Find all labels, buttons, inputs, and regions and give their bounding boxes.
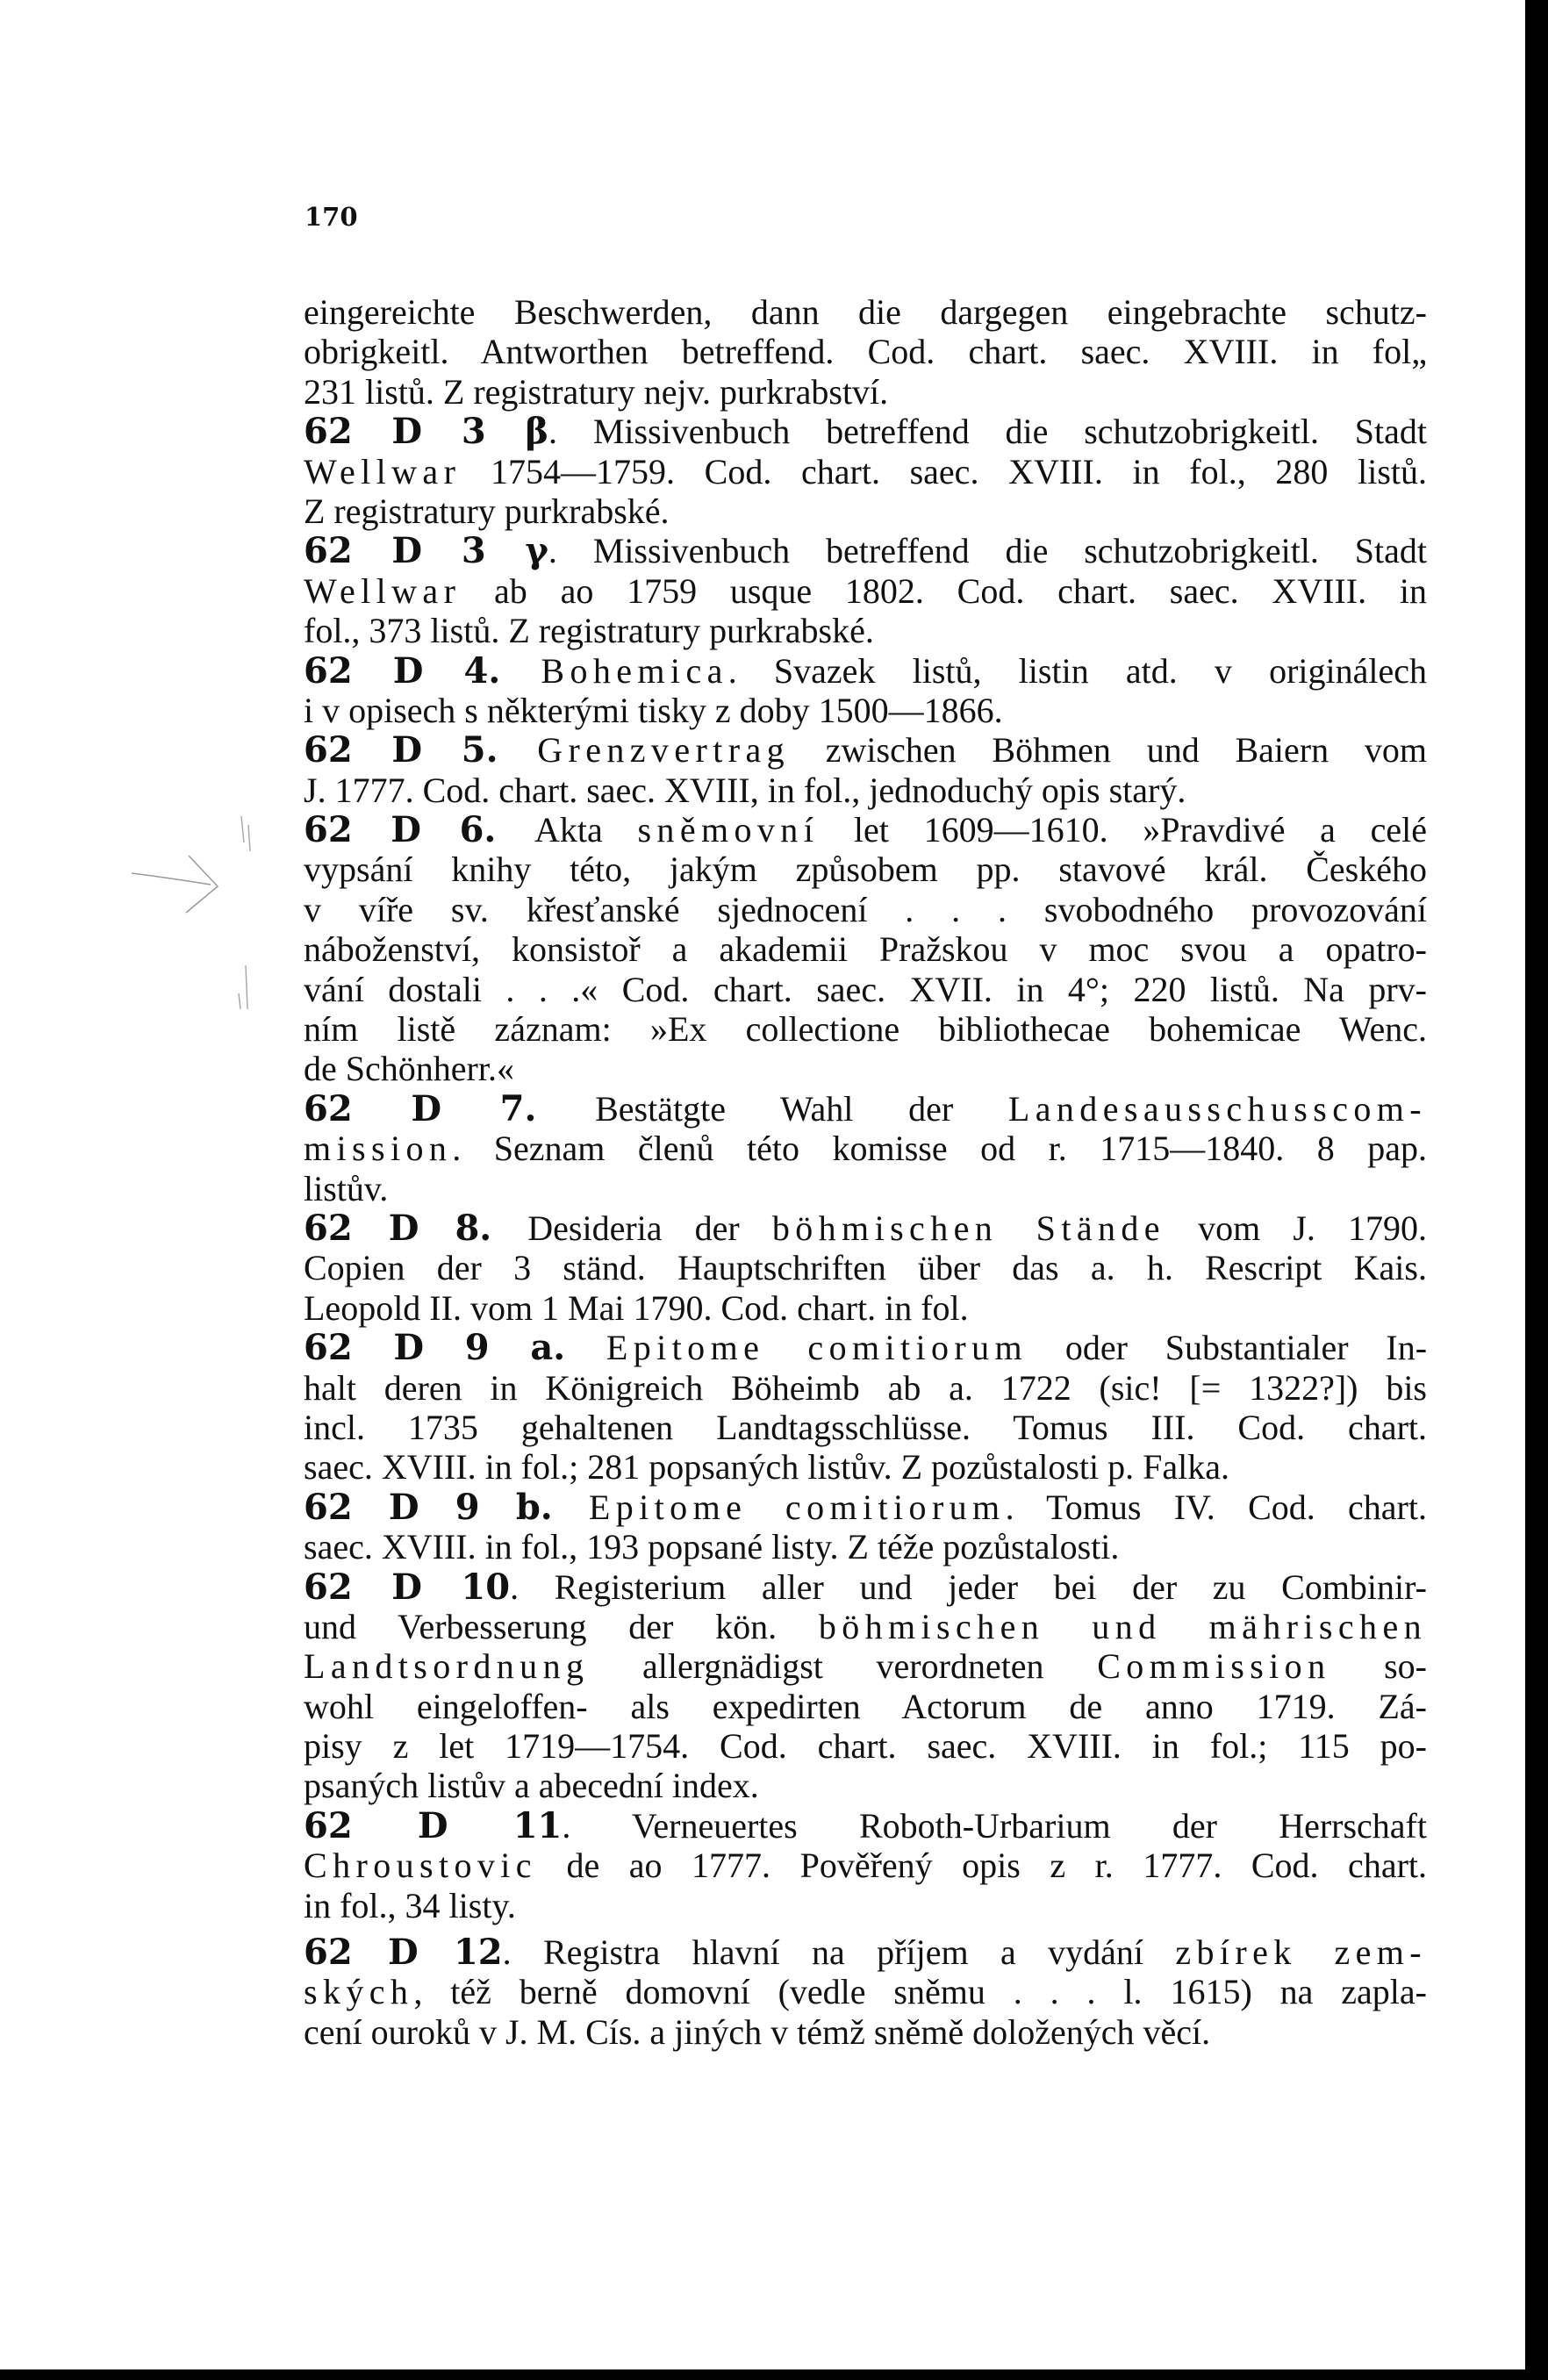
text-run: ním listě záznam: »Ex collectione bibliothecae bohemicae Wenc. [304, 1009, 1427, 1050]
text-line [304, 1447, 1427, 1487]
text-run: zwischen Böhmen und Baiern vom [790, 730, 1427, 771]
shelfmark: 62 D 5. [304, 729, 538, 771]
spaced-text: Grenzvertrag [537, 730, 790, 771]
spaced-text: Bohemica [541, 650, 728, 691]
text-line [304, 1646, 1427, 1686]
text-run: saec. XVIII. in fol.; 281 popsaných listův. Z pozůstalosti p. Falka. [304, 1447, 1229, 1488]
shelfmark: 62 D 11 [304, 1804, 563, 1846]
text-line [304, 531, 1427, 570]
spaced-text: Wellwar [304, 451, 462, 491]
text-run: Copien der 3 ständ. Hauptschriften über das a. h. Rescript Kais. [304, 1248, 1427, 1288]
text-run: saec. XVIII. in fol., 193 popsané listy. Z téže pozůstalosti. [304, 1527, 1120, 1567]
text-run: de ao 1777. Pověřený opis z r. 1777. Cod. chart. [536, 1846, 1427, 1886]
text-line [304, 1726, 1427, 1766]
text-run: . Missivenbuch betreffend die schutzobrigkeitl. Stadt [548, 412, 1428, 452]
shelfmark: 62 D 9 b. [304, 1486, 589, 1528]
spaced-text: Epitome comitiorum [588, 1487, 1006, 1527]
text-run: incl. 1735 gehaltenen Landtagsschlüsse. Tomus III. Cod. chart. [304, 1407, 1427, 1447]
spaced-text: mission [304, 1129, 453, 1169]
spaced-text: sněmovní [637, 810, 820, 850]
spaced-text: Landtsordnung [304, 1646, 590, 1687]
text-run: vání dostali . . .« Cod. chart. saec. XVII. in 4°; 220 listů. Na prv- [304, 969, 1427, 1009]
shelfmark: 62 D 12 [304, 1932, 503, 1974]
text-line [304, 1089, 1427, 1129]
shelfmark: 62 D 6. [304, 809, 534, 851]
text-line [304, 929, 1427, 969]
text-run: Desideria der [527, 1208, 772, 1248]
text-run: 231 listů. Z registratury nejv. purkrabství. [304, 371, 889, 412]
text-run: . Seznam členů této komisse od r. 1715—1840. 8 pap. [452, 1129, 1427, 1169]
body-text [304, 292, 1427, 2052]
text-line [304, 1766, 1427, 1805]
text-line [304, 1567, 1427, 1607]
spaced-text: böhmischen und mährischen [818, 1606, 1427, 1646]
text-run: ab ao 1759 usque 1802. Cod. chart. saec. XVIII. in [461, 570, 1427, 611]
text-run: i v opisech s některými tisky z doby 1500—1866. [304, 690, 1003, 730]
text-run: v víře sv. křesťanské sjednocení . . . svobodného provozování [304, 889, 1427, 929]
text-line [304, 1607, 1427, 1646]
text-line [304, 810, 1427, 849]
text-run: de Schönherr.« [304, 1049, 514, 1089]
text-line [304, 1408, 1427, 1447]
text-run: und Verbesserung der kön. [304, 1606, 819, 1646]
text-run: oder Substantialer In- [1028, 1328, 1428, 1368]
text-run: in fol., 34 listy. [304, 1885, 516, 1925]
page-number: 170 [305, 202, 358, 232]
text-run: . Svazek listů, listin atd. v originálech [727, 650, 1427, 691]
text-run: . Missivenbuch betreffend die schutzobrigkeitl. Stadt [548, 531, 1427, 571]
shelfmark: 62 D 3 β [304, 411, 549, 453]
text-run: wohl eingeloffen- als expedirten Actorum de anno 1719. Zá- [304, 1686, 1427, 1726]
spaced-text: Wellwar [304, 570, 462, 611]
text-line [304, 691, 1427, 730]
shelfmark: 62 D 10 [304, 1566, 511, 1608]
text-line [304, 412, 1427, 451]
text-run: . Registra hlavní na příjem a vydání [502, 1932, 1176, 1973]
text-line [304, 1328, 1427, 1367]
text-line [304, 1288, 1427, 1328]
text-line [304, 1932, 1427, 1972]
text-run: , též berně domovní (vedle sněmu . . . l. 1615) na zapla- [413, 1972, 1427, 2012]
text-line [304, 730, 1427, 770]
text-run: Bestätgte Wahl der [595, 1088, 1008, 1129]
text-run: . Tomus IV. Cod. chart. [1005, 1487, 1427, 1527]
text-run: let 1609—1610. »Pravdivé a celé [819, 810, 1428, 850]
text-line [304, 571, 1427, 611]
spaced-text: Commission [1097, 1646, 1331, 1687]
text-line [304, 771, 1427, 810]
text-line [304, 332, 1427, 371]
text-run: eingereichte Beschwerden, dann die dargegen eingebrachte schutz- [304, 292, 1427, 332]
text-line [304, 1488, 1427, 1527]
text-line [304, 1169, 1427, 1208]
shelfmark: 62 D 7. [304, 1087, 596, 1129]
text-run: Leopold II. vom 1 Mai 1790. Cod. chart. in fol. [304, 1287, 969, 1328]
text-run: pisy z let 1719—1754. Cod. chart. saec. XVIII. in fol.; 115 po- [304, 1726, 1427, 1767]
spaced-text: ských [304, 1972, 414, 2012]
text-line [304, 890, 1427, 929]
text-line [304, 1049, 1427, 1088]
text-line [304, 491, 1427, 531]
text-run: Akta [534, 810, 638, 850]
text-run: vypsání knihy této, jakým způsobem pp. stavové král. Českého [304, 849, 1427, 890]
text-line [304, 1208, 1427, 1248]
text-run: cení ouroků v J. M. Cís. a jiných v témž sněmě doložených věcí. [304, 2011, 1211, 2052]
text-run: Z registratury purkrabské. [304, 491, 670, 531]
text-run: allergnädigst verordneten [589, 1646, 1098, 1687]
text-run: halt deren in Königreich Böheimb ab a. 1722 (sic! [= 1322?]) bis [304, 1367, 1427, 1408]
text-run: listův. [304, 1168, 389, 1208]
text-line [304, 1972, 1427, 2011]
text-run: vom J. 1790. [1165, 1208, 1428, 1248]
spaced-text: Chroustovic [304, 1846, 537, 1886]
text-line [304, 1248, 1427, 1287]
text-line [304, 1846, 1427, 1885]
text-run: . Registerium aller und jeder bei der zu Combinir- [510, 1566, 1427, 1607]
text-run: náboženství, konsistoř a akademii Pražskou v moc svou a opatro- [304, 929, 1427, 970]
text-line [304, 651, 1427, 691]
text-line [304, 1009, 1427, 1049]
text-run: so- [1330, 1646, 1427, 1687]
text-line [304, 849, 1427, 889]
text-line [304, 1886, 1427, 1925]
spaced-text: zbírek zem- [1175, 1932, 1427, 1973]
text-line [304, 2012, 1427, 2052]
text-line [304, 1368, 1427, 1408]
text-run: J. 1777. Cod. chart. saec. XVIII, in fol., jednoduchý opis starý. [304, 770, 1186, 810]
shelfmark: 62 D 9 a. [304, 1327, 606, 1369]
text-line [304, 1687, 1427, 1726]
spaced-text: Epitome comitiorum [606, 1328, 1028, 1368]
text-line [304, 611, 1427, 650]
spaced-text: Landesausschusscom- [1007, 1088, 1427, 1129]
margin-pencil-marks [105, 790, 281, 1036]
text-run: fol., 373 listů. Z registratury purkrabské. [304, 611, 874, 651]
text-line [304, 970, 1427, 1009]
text-run: . Verneuertes Roboth-Urbarium der Herrschaft [562, 1805, 1427, 1846]
shelfmark: 62 D 4. [304, 649, 541, 692]
text-line [304, 1527, 1427, 1566]
text-line [304, 372, 1427, 412]
text-line [304, 1806, 1427, 1846]
text-run: psaných listův a abecední index. [304, 1766, 759, 1806]
text-run: 1754—1759. Cod. chart. saec. XVIII. in fol., 280 listů. [461, 451, 1427, 491]
shelfmark: 62 D 8. [304, 1207, 528, 1249]
text-line [304, 292, 1427, 332]
spaced-text: böhmischen Stände [771, 1208, 1165, 1248]
text-run: obrigkeitl. Antworthen betreffend. Cod. chart. saec. XVIII. in fol„ [304, 332, 1427, 372]
text-line [304, 452, 1427, 491]
shelfmark: 62 D 3 γ [304, 530, 548, 572]
text-line [304, 1129, 1427, 1168]
